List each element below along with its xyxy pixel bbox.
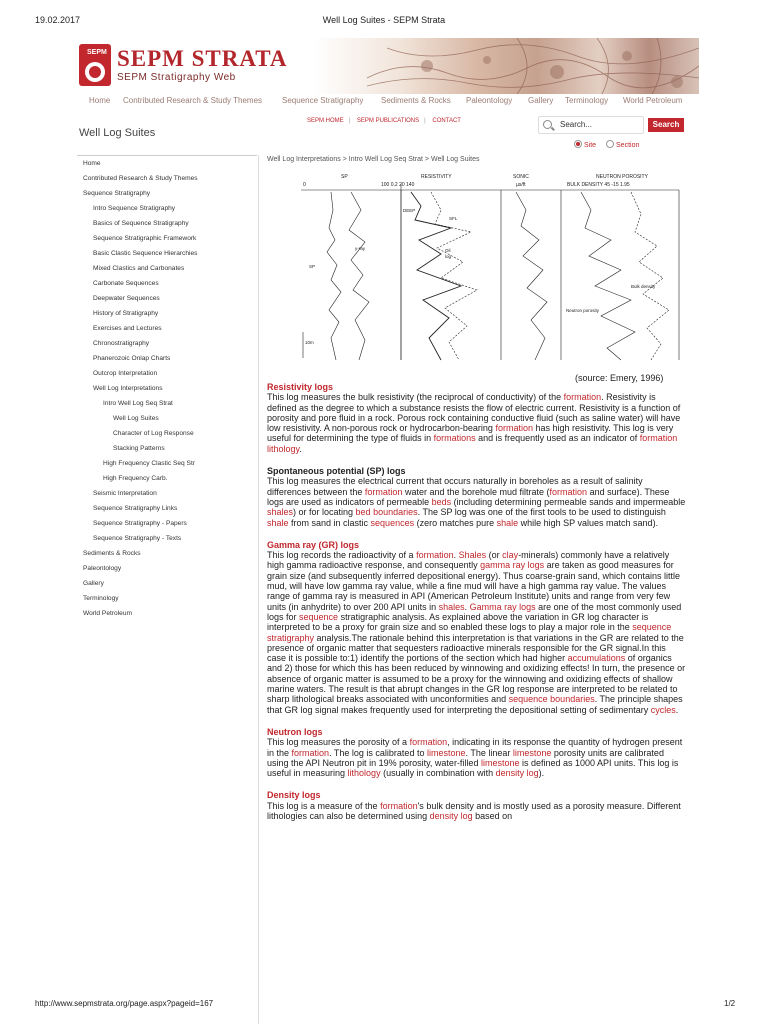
sepm-logo[interactable]: [79, 44, 111, 86]
search-input[interactable]: [538, 116, 644, 134]
glossary-link[interactable]: formation: [495, 423, 533, 434]
text-run: . The linear: [465, 747, 513, 758]
topnav-home[interactable]: Home: [89, 96, 111, 105]
topnav-sediments-rocks[interactable]: Sediments & Rocks: [381, 96, 451, 105]
text-run: are taken as good measures for grain size (and subsequently inferred depositional energy). Thus coarse-grain sand, which contains little mud, will have low gamma ray value, while a fine mud will have a high gamma ray value. The values range of gamma ray is measured in API (American Petroleum Institute) units and range from very few units (in anhydrite) to over 200 API units in: [267, 560, 681, 612]
glossary-link[interactable]: formation: [416, 550, 454, 561]
glossary-link[interactable]: limestone: [512, 747, 552, 758]
annot-sp: SP: [309, 264, 316, 269]
section-paragraph: [267, 737, 687, 778]
glossary-link[interactable]: formation: [364, 486, 403, 497]
track-header-resistivity: RESISTIVITY: [421, 174, 452, 180]
annot-sfl: SFL: [449, 216, 458, 221]
site-banner[interactable]: [77, 38, 699, 94]
top-nav: [77, 96, 699, 110]
topnav-paleontology[interactable]: Paleontology: [466, 96, 513, 105]
text-run: are one of the most commonly used logs for: [267, 601, 682, 622]
section-heading: Spontaneous potential (SP) logs: [267, 466, 406, 477]
breadcrumb-item[interactable]: Intro Well Log Seq Strat: [348, 156, 423, 163]
section-heading: Density logs: [267, 790, 321, 801]
sidebar-item[interactable]: Home: [83, 160, 101, 167]
annot-neutron-porosity: Neutron porosity: [566, 308, 600, 313]
sidebar-item[interactable]: Basics of Sequence Stratigraphy: [93, 220, 189, 227]
track-header-sp: SP: [341, 174, 348, 180]
text-run: This log records the radioactivity of a: [267, 550, 417, 561]
banner-rock-texture: [367, 38, 699, 94]
logo-text: SEPM: [87, 49, 107, 56]
glossary-link[interactable]: sequences: [370, 517, 415, 528]
article-body: [267, 382, 687, 833]
sidebar-item[interactable]: Sequence Stratigraphy Links: [93, 505, 178, 512]
section-paragraph: [267, 801, 687, 822]
sidebar-item[interactable]: Gallery: [83, 580, 104, 587]
topnav-world-petroleum[interactable]: World Petroleum: [623, 96, 683, 105]
annot-log: log: [445, 254, 452, 259]
track-header-neutron: NEUTRON POROSITY: [596, 174, 648, 180]
glossary-link[interactable]: accumulations: [567, 653, 626, 664]
radio-section-label: Section: [616, 142, 640, 149]
section-paragraph: [267, 550, 687, 715]
glossary-link[interactable]: shales: [267, 507, 294, 518]
sidebar-item[interactable]: Well Log Interpretations: [93, 385, 163, 392]
topnav-contributed-research[interactable]: Contributed Research & Study Themes: [123, 96, 263, 105]
text-run: stratigraphic analysis. As explained above the variation in GR log character is interpreted to be a proxy for grain size and so enabled these logs to play a major role in the: [267, 611, 649, 633]
text-run: This log measures the electrical current that occurs naturally in boreholes as a result of salinity differences between the: [267, 476, 643, 497]
sidebar-item[interactable]: Terminology: [83, 595, 119, 602]
glossary-link[interactable]: clay: [502, 550, 519, 561]
annot-oil: Oil: [445, 248, 451, 253]
text-run: and is frequently used as an indicator of: [475, 433, 640, 444]
annot-gamma: y-ray: [355, 246, 365, 251]
sidebar-item[interactable]: World Petroleum: [83, 610, 132, 617]
glossary-link[interactable]: formations: [433, 433, 476, 444]
text-run: from sand in clastic: [288, 517, 371, 528]
text-run: water and the borehole mud filtrate (: [402, 486, 550, 497]
breadcrumb-current: Well Log Suites: [430, 156, 480, 163]
sidebar-item[interactable]: Sediments & Rocks: [83, 550, 141, 557]
well-log-figure: [291, 170, 686, 365]
utility-links: SEPM HOME | SEPM PUBLICATIONS | CONTACT: [307, 118, 461, 124]
sidebar-item[interactable]: Sequence Stratigraphy - Papers: [93, 520, 187, 527]
search-icon: [543, 120, 552, 129]
glossary-link[interactable]: formation: [380, 800, 418, 811]
glossary-link[interactable]: limestone: [480, 757, 520, 768]
sidebar-item[interactable]: Contributed Research & Study Themes: [83, 175, 198, 182]
glossary-link[interactable]: shale: [496, 517, 519, 528]
search-scope: [574, 140, 647, 149]
page-heading: Well Log Suites: [79, 127, 156, 139]
glossary-link[interactable]: formation: [563, 392, 602, 403]
sidebar-item[interactable]: Basic Clastic Sequence Hierarchies: [93, 250, 198, 257]
text-run: , indicating in its response the quantity of hydrogen present in the: [267, 737, 683, 758]
glossary-link[interactable]: gamma ray logs: [480, 560, 545, 571]
sidebar-item[interactable]: Phanerozoic Onlap Charts: [93, 355, 171, 362]
text-run: .: [453, 550, 459, 561]
content-divider: [258, 155, 259, 1024]
glossary-link[interactable]: shale: [267, 517, 289, 528]
annot-deep: DEEP: [403, 208, 416, 213]
glossary-link[interactable]: formation lithology: [267, 433, 678, 454]
annot-bulk-density: Bulk density: [631, 284, 656, 289]
search-button[interactable]: Search: [648, 118, 684, 132]
breadcrumb: Well Log Interpretations > Intro Well Log Seq Strat > Well Log Suites: [267, 156, 480, 163]
sidebar-item[interactable]: Character of Log Response: [113, 430, 194, 437]
text-run: . The principle shapes that GR log signal makes frequently used for interpreting the depositional setting of sedimentary: [267, 694, 683, 715]
track-sub-resistivity: 100 0.2 20 140: [381, 182, 415, 188]
glossary-link[interactable]: Shales: [458, 550, 487, 561]
glossary-link[interactable]: bed boundaries: [355, 507, 418, 518]
sidebar-nav: [77, 155, 257, 621]
topnav-gallery[interactable]: Gallery: [528, 96, 554, 105]
section-paragraph: [267, 476, 687, 527]
print-title: Well Log Suites - SEPM Strata: [322, 15, 446, 25]
sidebar-item[interactable]: Mixed Clastics and Carbonates: [93, 265, 185, 272]
sidebar-item[interactable]: History of Stratigraphy: [93, 310, 159, 317]
annot-scale: 10m: [305, 340, 314, 345]
text-run: of organics and 2) those for which this has been reduced by winnowing and oxidizing effects! In turn, the presence or absence of organic matter is assumed to be a proxy for the winnowing and oxidizing effects of shallow marine waters. The result is that abrupt changes in the GR log response are interpreted to be related to sharp lithological breaks associated with unconformities and: [267, 653, 686, 705]
sidebar-item[interactable]: Stacking Patterns: [113, 445, 165, 452]
glossary-link[interactable]: cycles: [650, 704, 676, 715]
text-run: .: [299, 443, 302, 454]
glossary-link[interactable]: sequence: [299, 611, 339, 622]
link-sepm-home[interactable]: SEPM HOME: [307, 118, 344, 124]
track-sub-sonic: µs/ft: [516, 182, 526, 188]
sidebar-item[interactable]: High Frequency Carb.: [103, 475, 168, 482]
section-heading: Resistivity logs: [267, 382, 334, 392]
sidebar-item[interactable]: Intro Well Log Seq Strat: [103, 400, 173, 407]
glossary-link[interactable]: lithology: [347, 768, 381, 779]
text-run: (zero matches pure: [414, 517, 497, 528]
glossary-link[interactable]: formation: [549, 486, 588, 497]
text-run: . The log is calibrated to: [329, 747, 427, 758]
text-run: (or: [486, 550, 503, 561]
text-run: This log is a measure of the: [267, 800, 381, 811]
sidebar-item[interactable]: Sequence Stratigraphy - Texts: [93, 535, 182, 542]
footer-page-number: 1/2: [724, 999, 736, 1008]
link-contact[interactable]: CONTACT: [432, 118, 461, 124]
text-run: analysis.The rationale behind this interpretation is that variations in the GR are related to the presence of organic matter that sequesters radioactive minerals responsible for the GR signal.In this case it is possible to:1) identify the portions of the section which had higher: [267, 632, 684, 664]
glossary-link[interactable]: sequence stratigraphy: [267, 622, 672, 643]
track-sub-neutron: BULK DENSITY 45 -15 1.95: [567, 182, 630, 188]
radio-site[interactable]: [574, 140, 582, 148]
sidebar-item[interactable]: Seismic Interpretation: [93, 490, 157, 497]
topnav-terminology[interactable]: Terminology: [565, 96, 609, 105]
text-run: (including determining permeable sands and impermeable: [451, 496, 686, 507]
text-run: while high SP values match sand).: [518, 517, 659, 528]
glossary-link[interactable]: density log: [429, 810, 473, 821]
text-run: and surface). These logs are used as indicators of permeable: [267, 486, 670, 507]
site-subtitle: SEPM Stratigraphy Web: [117, 72, 236, 83]
sidebar-item[interactable]: Sequence Stratigraphy: [83, 190, 151, 197]
glossary-link[interactable]: sequence boundaries: [508, 694, 595, 705]
section-heading: Neutron logs: [267, 726, 323, 737]
sidebar-item[interactable]: Intro Sequence Stratigraphy: [93, 205, 176, 212]
text-run: . Resistivity is defined as the degree to which a substance resists the flow of electric current. Resistivity is a function of porosity and pore fluid in a rock. Porous rock containing conductive fluid (such as saline water) will have low resistivity. A non-porous rock or hydrocarbon-bearing: [267, 392, 681, 434]
text-run: .: [675, 704, 679, 715]
track-header-sonic: SONIC: [513, 174, 529, 180]
breadcrumb-item[interactable]: Well Log Interpretations: [267, 156, 341, 163]
text-run: porosity units are calibrated using the API Neutron pit in 19% porosity, water-filled: [267, 747, 664, 768]
text-run: (usually in combination with: [380, 768, 496, 779]
sidebar-item[interactable]: High Frequency Clastic Seq Str: [103, 460, 195, 467]
topnav-sequence-stratigraphy[interactable]: Sequence Stratigraphy: [282, 96, 364, 105]
text-run: -minerals) commonly have a relatively high gamma radioactive response, and consequently: [267, 550, 670, 571]
link-sepm-publications[interactable]: SEPM PUBLICATIONS: [356, 118, 420, 124]
text-run: ) or for locating: [293, 507, 356, 518]
text-run: is defined as 1000 API units. This log is useful in measuring: [267, 757, 679, 779]
sidebar-item[interactable]: Well Log Suites: [113, 415, 159, 422]
radio-section[interactable]: [606, 140, 614, 148]
text-run: has high resistivity. This log is very useful for determining the type of fluids in: [267, 423, 674, 444]
text-run: This log measures the bulk resistivity (the reciprocal of conductivity) of the: [267, 392, 564, 403]
print-date: 19.02.2017: [35, 15, 81, 25]
site-name[interactable]: SEPM STRATA: [117, 46, 288, 71]
sidebar-item[interactable]: Deepwater Sequences: [93, 295, 160, 302]
text-run: .: [464, 601, 470, 612]
text-run: 's bulk density and is mostly used as a porosity measure. Different lithologies can also be determined using: [267, 800, 681, 821]
search-placeholder: Search...: [560, 120, 593, 129]
text-run: ).: [538, 768, 545, 779]
glossary-link[interactable]: formation: [291, 747, 330, 758]
text-run: based on: [472, 810, 513, 821]
section-heading: Gamma ray (GR) logs: [267, 539, 360, 550]
sidebar-item[interactable]: Exercises and Lectures: [93, 325, 162, 332]
glossary-link[interactable]: limestone: [426, 747, 466, 758]
sidebar-item[interactable]: Sequence Stratigraphic Framework: [93, 235, 197, 242]
glossary-link[interactable]: formation: [409, 737, 448, 748]
glossary-link[interactable]: Gamma ray logs: [469, 601, 536, 612]
section-paragraph: [267, 392, 687, 454]
glossary-link[interactable]: beds: [431, 496, 452, 507]
glossary-link[interactable]: density log: [495, 768, 539, 779]
track-sub-sp: 0: [303, 182, 306, 188]
print-header: [0, 0, 768, 28]
glossary-link[interactable]: shales: [438, 601, 465, 612]
footer-url: http://www.sepmstrata.org/page.aspx?pageid=167: [35, 999, 214, 1008]
text-run: This log measures the porosity of a: [267, 737, 410, 748]
radio-site-label: Site: [584, 142, 597, 149]
sidebar-item[interactable]: Paleontology: [83, 565, 122, 572]
sidebar-item[interactable]: Carbonate Sequences: [93, 280, 159, 287]
figure-caption: (source: Emery, 1996): [575, 373, 664, 383]
sidebar-item[interactable]: Chronostratigraphy: [93, 340, 150, 347]
text-run: . The SP log was one of the first tools to be used to distinguish: [417, 507, 666, 518]
sidebar-item[interactable]: Outcrop Interpretation: [93, 370, 158, 377]
